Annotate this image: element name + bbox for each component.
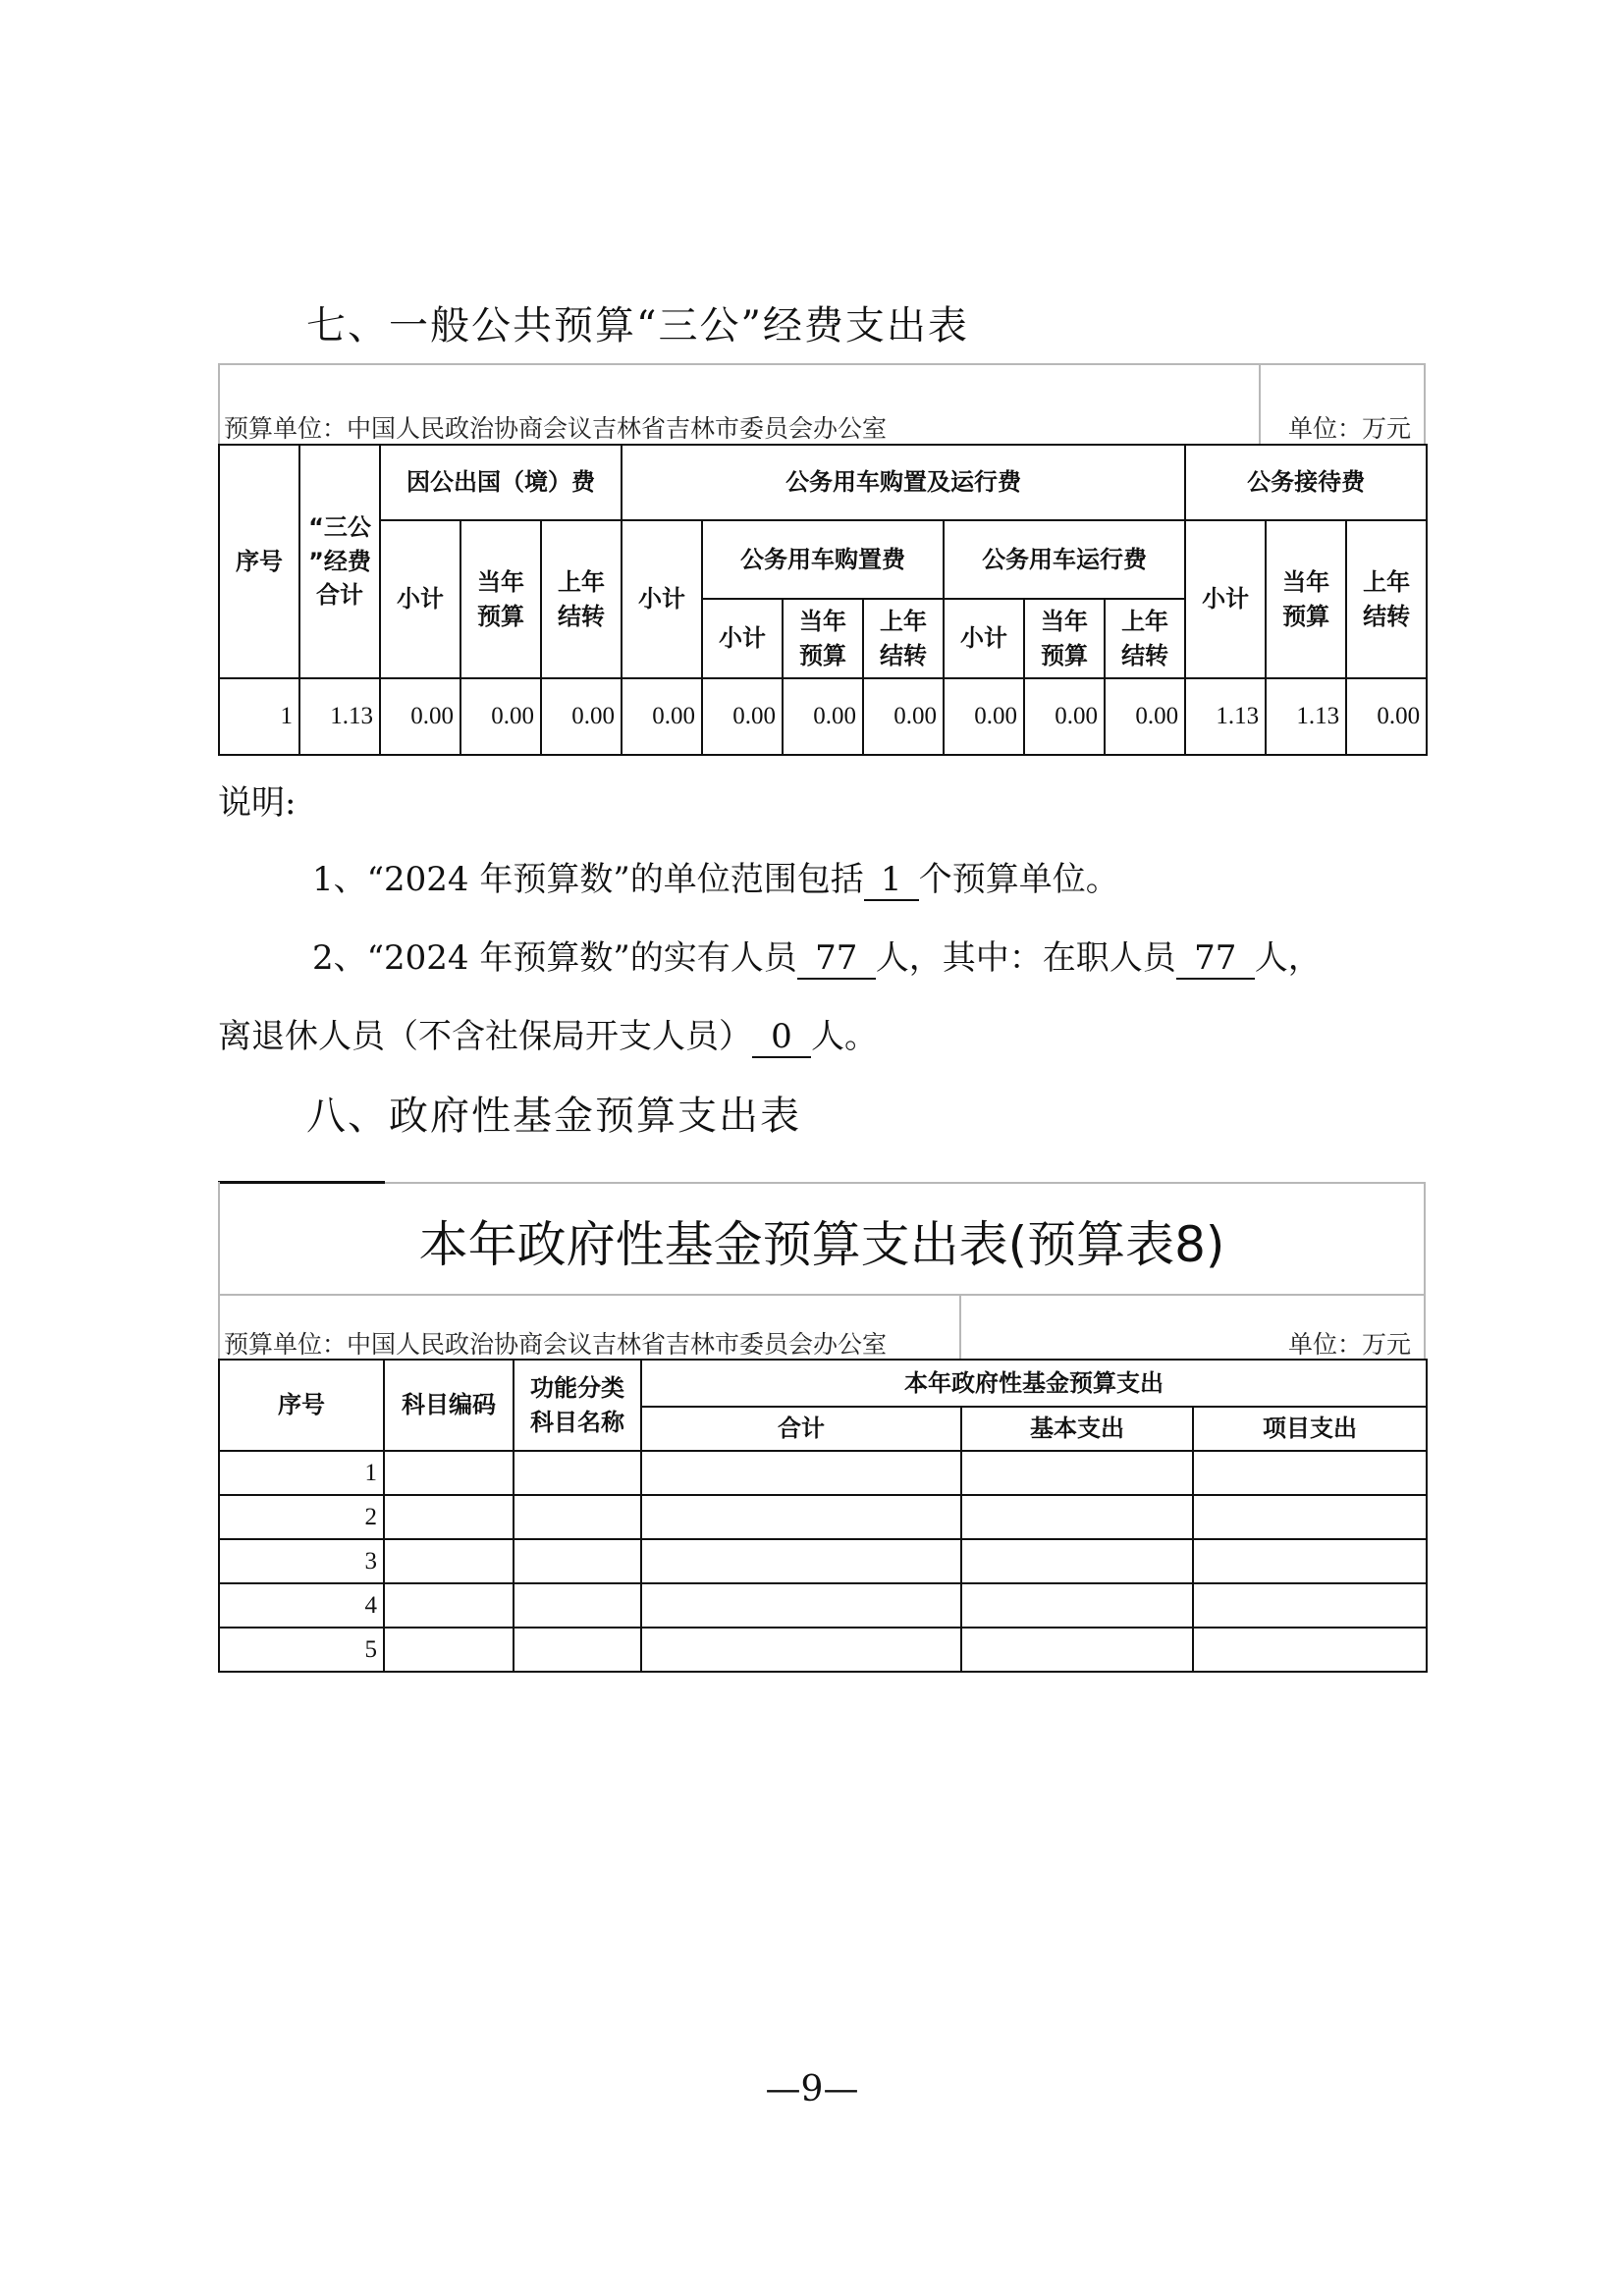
header-vehicle-purchase: 公务用车购置费 [702,520,944,599]
fund-table [218,1359,1428,1673]
header-purchase-subtotal: 小计 [702,599,783,678]
fund-header-code: 科目编码 [384,1360,514,1451]
cell-reception-current: 1.13 [1266,678,1346,755]
cell-seq: 1 [219,678,299,755]
cell-abroad-carry: 0.00 [541,678,622,755]
cell-purchase-current: 0.00 [783,678,863,755]
cell-sangong-total: 1.13 [299,678,380,755]
header-abroad: 因公出国（境）费 [380,445,622,520]
header-abroad-current: 当年 预算 [460,520,541,678]
section7-money-unit: 单位：万元 [1288,414,1412,443]
note-3: 离退休人员（不含社保局开支人员） 0 人。 [218,1009,878,1058]
table-row [219,1583,1427,1628]
section7-heading: 七、一般公共预算“三公”经费支出表 [306,303,969,348]
section8-unit-label: 预算单位：中国人民政治协商会议吉林省吉林市委员会办公室 [224,1330,888,1359]
fund-header-group: 本年政府性基金预算支出 [641,1360,1427,1407]
cell-abroad-subtotal: 0.00 [380,678,460,755]
header-purchase-carry: 上年 结转 [863,599,944,678]
fund-cell-seq: 2 [219,1495,384,1539]
cell-operation-subtotal: 0.00 [944,678,1024,755]
cell-abroad-current: 0.00 [460,678,541,755]
header-reception-current: 当年 预算 [1266,520,1346,678]
header-vehicle: 公务用车购置及运行费 [622,445,1185,520]
page-number: —9— [765,2069,859,2109]
header-operation-current: 当年 预算 [1024,599,1105,678]
fund-cell-seq: 4 [219,1583,384,1628]
cell-reception-carry: 0.00 [1346,678,1427,755]
cell-operation-carry: 0.00 [1105,678,1185,755]
table-row [219,1628,1427,1672]
cell-operation-current: 0.00 [1024,678,1105,755]
fund-cell-seq: 5 [219,1628,384,1672]
unit-left-line [218,1294,220,1359]
fund-header-name: 功能分类 科目名称 [514,1360,641,1451]
note2-staff-count: 77 [797,939,876,980]
unit-right-line [1424,1294,1426,1359]
header-sangong-total: “三公 ”经费 合计 [299,445,380,678]
title-top-line [385,1182,1426,1184]
section8-money-unit: 单位：万元 [1288,1330,1412,1359]
header-vehicle-subtotal: 小计 [622,520,702,678]
cell-purchase-subtotal: 0.00 [702,678,783,755]
cell-vehicle-subtotal: 0.00 [622,678,702,755]
header-seq: 序号 [219,445,299,678]
header-abroad-subtotal: 小计 [380,520,460,678]
notes-label: 说明: [218,783,297,823]
note3-retired-count: 0 [752,1018,811,1058]
section8-heading: 八、政府性基金预算支出表 [306,1094,801,1139]
fund-header-total: 合计 [641,1407,961,1451]
cell-purchase-carry: 0.00 [863,678,944,755]
section7-unit-label: 预算单位：中国人民政治协商会议吉林省吉林市委员会办公室 [224,414,888,443]
header-operation-subtotal: 小计 [944,599,1024,678]
note-2: 2、“2024 年预算数”的实有人员 77 人，其中：在职人员 77 人， [312,931,1322,980]
table-row [219,678,1427,755]
header-vehicle-operation: 公务用车运行费 [944,520,1185,599]
header-purchase-current: 当年 预算 [783,599,863,678]
frame-divider-line [1259,363,1261,446]
sangong-table [218,444,1428,756]
frame-top-line [218,363,1426,365]
table-row [219,1451,1427,1495]
frame-left-line [218,363,220,446]
fund-cell-seq: 1 [219,1451,384,1495]
frame-right-line [1424,363,1426,446]
unit-divider-line [959,1294,961,1359]
title-top-accent [218,1181,385,1184]
note1-unit-count: 1 [864,861,919,901]
fund-header-basic: 基本支出 [961,1407,1193,1451]
note-1: 1、“2024 年预算数”的单位范围包括 1 个预算单位。 [312,852,1119,901]
header-reception-carry: 上年 结转 [1346,520,1427,678]
fund-header-project: 项目支出 [1193,1407,1427,1451]
header-reception: 公务接待费 [1185,445,1427,520]
fund-header-seq: 序号 [219,1360,384,1451]
title-bottom-line [218,1294,1426,1296]
fund-cell-seq: 3 [219,1539,384,1583]
cell-reception-subtotal: 1.13 [1185,678,1266,755]
header-operation-carry: 上年 结转 [1105,599,1185,678]
table-row [219,1539,1427,1583]
section8-table-title: 本年政府性基金预算支出表(预算表8) [418,1216,1225,1273]
header-reception-subtotal: 小计 [1185,520,1266,678]
header-abroad-carry: 上年 结转 [541,520,622,678]
note2-active-count: 77 [1176,939,1255,980]
table-row [219,1495,1427,1539]
